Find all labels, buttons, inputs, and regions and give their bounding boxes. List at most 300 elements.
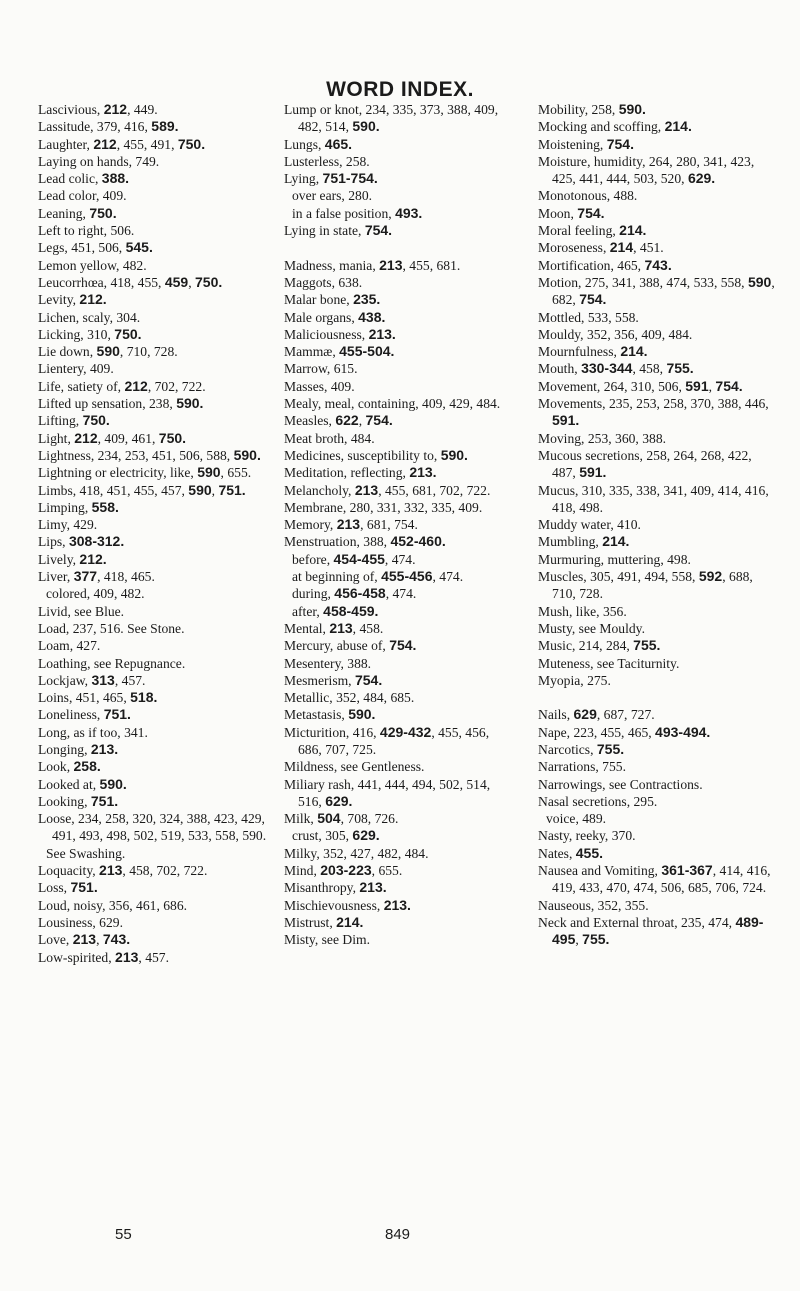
entry-text: Nates, [538,845,576,861]
bold-page-ref: 214. [664,118,692,135]
bold-page-ref: 458-459. [323,602,379,619]
entry-text: Miliary rash, 441, 444, 494, 502, 514, 516, [284,776,491,809]
index-subentry [284,205,516,222]
bold-page-ref: 592 [698,568,723,585]
index-entry [284,499,516,516]
index-entry [38,153,270,170]
page-title: WORD INDEX. [326,78,474,101]
entry-text: Narcotics, [538,741,597,757]
entry-text: , 474. [384,551,416,567]
entry-text: Lips, [38,534,69,550]
entry-text: Mucous secretions, 258, 264, 268, 422, 487, [538,447,752,481]
entry-text: Mournfulness, [538,344,621,360]
entry-text: Lightness, 234, 253, 451, 506, 588, [38,447,234,463]
index-entry [284,430,516,447]
entry-text: Nasal secretions, 295. [538,793,658,809]
bold-page-ref: 214 [609,239,634,256]
entry-text: Loam, 427. [38,638,101,654]
entry-text: Limping, [38,499,92,515]
bold-page-ref: 212. [79,550,107,567]
entry-text: Laying on hands, 749. [38,153,160,169]
index-entry [38,430,270,447]
index-entry [538,482,776,517]
index-entry [38,603,270,620]
index-entry [284,412,516,429]
index-entry [38,862,270,879]
index-entry [38,551,270,568]
bold-page-ref: 438. [358,308,386,325]
bold-page-ref: 590. [352,118,380,135]
index-entry [38,343,270,360]
bold-page-ref: 590. [618,101,646,117]
index-entry [538,724,776,741]
index-entry [538,655,776,672]
bold-page-ref: 629 [573,706,597,723]
entry-text: Movement, 264, 310, 506, [538,378,686,394]
index-entry [538,551,776,568]
index-entry [538,309,776,326]
entry-text: Livid, see Blue. [38,603,125,619]
index-entry [284,170,516,187]
entry-text: , 458, 702, 722. [122,863,208,879]
index-entry [38,758,270,775]
entry-text: Long, as if too, 341. [38,724,148,740]
index-subentry [284,551,516,568]
index-entry [538,136,776,153]
entry-text: Mistrust, [284,914,337,930]
bold-page-ref: 459 [164,273,189,290]
entry-text: Nasty, reeky, 370. [538,828,636,844]
entry-text: See Swashing. [46,845,126,861]
entry-text: , 449. [127,102,158,117]
index-entry [38,136,270,153]
index-entry [38,672,270,689]
entry-text: Light, [38,430,75,446]
entry-text: Melancholy, [284,482,355,498]
index-entry [538,447,776,482]
entry-text: voice, 489. [546,811,607,827]
index-entry [38,533,270,550]
entry-text: after, [292,603,324,619]
bold-page-ref: 212 [93,135,117,152]
bold-page-ref: 455-504. [339,343,395,360]
bold-page-ref: 755. [596,740,625,757]
index-entry [538,205,776,222]
entry-text: Mildness, see Gentleness. [284,759,425,775]
index-entry [38,257,270,274]
bold-page-ref: 590 [188,481,212,498]
entry-text: Movements, 235, 253, 258, 370, 388, 446, [538,396,769,412]
index-entry [284,724,516,759]
entry-text: over ears, 280. [292,188,373,204]
index-entry [538,360,776,377]
index-entry [538,516,776,533]
bold-page-ref: 518. [130,689,158,706]
index-entry [284,758,516,775]
index-entry [284,222,516,239]
entry-text: Mush, like, 356. [538,603,627,619]
entry-text: Leaning, [38,205,90,221]
bold-page-ref: 504 [317,810,341,827]
entry-text: Lively, [38,551,80,567]
bold-page-ref: 750. [195,273,223,290]
entry-text: , 455, 456, 686, 707, 725. [298,724,490,757]
bold-page-ref: 590. [440,446,468,463]
bold-page-ref: 754. [606,135,634,152]
bold-page-ref: 629. [352,827,380,844]
entry-text: Moisture, humidity, 264, 280, 341, 423, 425, 441, 444, 503, 520, [538,153,755,187]
bold-page-ref: 212 [103,101,128,117]
entry-text: Love, [38,932,73,948]
bold-page-ref: 622 [335,412,359,429]
entry-text: Muddy water, 410. [538,517,641,533]
entry-text: Lead colic, [38,171,102,187]
entry-text: Mortification, 465, [538,257,645,273]
bold-page-ref: 750. [82,412,110,429]
entry-text: Loose, 234, 258, 320, 324, 388, 423, 429, 491, 493, 498, 502, 519, 533, 558, 590. [38,811,267,844]
index-entry [38,637,270,654]
entry-text: in a false position, [292,205,396,221]
entry-text: , 710, 728. [119,344,178,360]
index-entry [284,706,516,723]
index-entry [38,326,270,343]
bold-page-ref: 212. [79,291,107,308]
index-entry [538,378,776,395]
index-entry [538,430,776,447]
index-entry [538,568,776,603]
bold-page-ref: 755. [633,637,661,654]
bold-page-ref: 591 [685,377,709,394]
index-entry [38,205,270,222]
index-entry [538,793,776,810]
index-entry [538,257,776,274]
entry-text: Nape, 223, 455, 465, [538,724,656,740]
entry-text: Loquacity, [38,863,100,879]
index-entry [38,395,270,412]
index-entry [538,118,776,135]
index-entry [284,931,516,948]
bold-page-ref: 590 [96,343,120,360]
bold-page-ref: 313 [91,671,115,688]
entry-text: Male organs, [284,309,359,325]
bold-page-ref: 214. [619,222,647,239]
bold-page-ref: 754. [579,291,607,308]
index-entry [38,464,270,481]
entry-text: Lichen, scaly, 304. [38,309,141,325]
entry-text: Music, 214, 284, [538,638,634,654]
bold-page-ref: 214. [336,913,364,930]
entry-text: Misanthropy, [284,880,360,896]
bold-page-ref: 754. [354,671,383,688]
entry-text: Licking, 310, [38,326,115,342]
index-entry [538,239,776,256]
bold-page-ref: 455. [575,844,603,861]
index-entry [38,447,270,464]
bold-page-ref: 750. [177,135,206,152]
entry-text: , 655. [371,863,403,879]
bold-page-ref: 213. [409,464,437,481]
entry-text: , 474. [385,586,417,602]
index-entry [284,274,516,291]
bold-page-ref: 751. [90,792,119,809]
index-entry [38,793,270,810]
entry-text: Lascivious, [38,102,104,117]
entry-text: Loss, [38,880,71,896]
bold-page-ref: 743. [102,931,131,948]
entry-text: Lead color, 409. [38,188,127,204]
index-entry [38,568,270,585]
index-entry [284,637,516,654]
bold-page-ref: 456-458 [334,585,386,602]
bold-page-ref: 213 [72,931,97,948]
entry-text: Marrow, 615. [284,361,358,377]
entry-text: Moroseness, [538,240,610,256]
index-entry [38,291,270,308]
entry-text: Musty, see Mouldy. [538,620,645,636]
bold-page-ref: 212 [74,429,98,446]
index-entry [538,222,776,239]
entry-text: Liver, [38,569,74,585]
entry-text: Mesmerism, [284,672,355,688]
entry-text: Levity, [38,292,80,308]
index-entry [38,879,270,896]
entry-text: Muscles, 305, 491, 494, 558, [538,569,699,585]
bold-page-ref: 377 [73,568,98,585]
index-entry [284,326,516,343]
entry-text: Muteness, see Taciturnity. [538,655,680,671]
entry-text: Lie down, [38,344,97,360]
index-entry [38,360,270,377]
entry-text: Mental, [284,620,330,636]
index-entry [284,101,516,136]
bold-page-ref: 361-367 [661,862,713,879]
entry-text: Malar bone, [284,292,354,308]
bold-page-ref: 754. [365,412,393,429]
bold-page-ref: 465. [324,135,353,152]
entry-text: Loathing, see Repugnance. [38,655,186,671]
index-subentry [38,585,270,602]
index-subentry [38,845,270,862]
index-entry [38,222,270,239]
entry-text: , [211,482,219,498]
index-entry [38,931,270,948]
entry-text: Mind, [284,863,321,879]
index-entry [538,862,776,897]
index-entry [538,620,776,637]
index-entry [284,153,516,170]
bold-page-ref: 489-495 [552,913,764,948]
entry-text: Lassitude, 379, 416, [38,119,152,135]
entry-text: , 682, [552,274,775,308]
entry-text: Milk, [284,811,318,827]
index-entry [284,689,516,706]
index-entry [38,412,270,429]
entry-text: Mouldy, 352, 356, 409, 484. [538,326,693,342]
index-entry [284,655,516,672]
index-entry [38,776,270,793]
entry-text: Low-spirited, [38,949,116,965]
section-gap [284,239,516,256]
index-column-3 [538,101,776,949]
bold-page-ref: 590 [747,273,772,290]
bold-page-ref: 754. [364,222,393,239]
index-entry [284,136,516,153]
entry-text: Nauseous, 352, 355. [538,897,649,913]
entry-text: Limbs, 418, 451, 455, 457, [38,482,189,498]
bold-page-ref: 213 [336,516,361,533]
entry-text: Looked at, [38,776,100,792]
index-entry [38,274,270,291]
entry-text: Look, [38,759,74,775]
entry-text: Looking, [38,793,91,809]
index-column-2 [284,101,516,949]
index-entry [38,170,270,187]
section-gap [538,689,776,706]
bold-page-ref: 203-223 [320,862,372,879]
bold-page-ref: 590. [99,775,127,792]
bold-page-ref: 755. [582,931,610,948]
entry-text: Lientery, 409. [38,361,114,377]
index-entry [538,274,776,309]
bold-page-ref: 591. [552,412,580,429]
entry-text: Micturition, 416, [284,724,380,740]
bold-page-ref: 591. [579,464,607,481]
entry-text: Mercury, abuse of, [284,638,390,654]
index-entry [284,257,516,274]
entry-text: , [188,274,195,290]
bold-page-ref: 754. [715,377,743,394]
entry-text: Moral feeling, [538,223,620,239]
index-entry [538,758,776,775]
entry-text: Monotonous, 488. [538,188,638,204]
entry-text: Moistening, [538,136,607,152]
bold-page-ref: 590. [176,395,204,412]
index-entry [538,776,776,793]
index-entry [284,516,516,533]
entry-text: Maliciousness, [284,326,369,342]
bold-page-ref: 750. [89,204,117,221]
entry-text: , 655. [220,465,252,481]
index-entry [38,810,270,845]
bold-page-ref: 213. [90,740,119,757]
entry-text: , 474. [432,569,464,585]
entry-text: Metastasis, [284,707,349,723]
index-entry [284,845,516,862]
index-entry [38,655,270,672]
entry-text: , 708, 726. [340,811,399,827]
entry-text: Murmuring, muttering, 498. [538,551,691,567]
entry-text: , 702, 722. [147,378,206,394]
entry-text: Medicines, susceptibility to, [284,447,441,463]
bold-page-ref: 213. [383,896,411,913]
entry-text: Measles, [284,413,336,429]
entry-text: Nausea and Vomiting, [538,863,662,879]
index-subentry [284,568,516,585]
index-entry [538,101,776,118]
index-entry [284,378,516,395]
bold-page-ref: 212 [124,377,148,394]
bold-page-ref: 751. [218,481,246,498]
entry-text: , 409, 461, [97,430,159,446]
entry-text: Lightning or electricity, like, [38,465,198,481]
index-entry [38,949,270,966]
entry-text: , 414, 416, 419, 433, 470, 474, 506, 685, 706, 724. [552,863,771,896]
entry-text: Lifted up sensation, 238, [38,396,177,412]
bold-page-ref: 751-754. [322,170,378,187]
entry-text: Mobility, 258, [538,102,619,117]
index-entry [38,897,270,914]
bold-page-ref: 213 [379,256,403,273]
entry-text: , 457. [138,949,169,965]
bold-page-ref: 214. [602,533,630,550]
index-entry [284,395,516,412]
bold-page-ref: 235. [353,291,381,308]
entry-text: Lousiness, 629. [38,914,123,930]
bold-page-ref: 743. [644,256,672,273]
bold-page-ref: 308-312. [68,533,125,550]
entry-text: Lemon yellow, 482. [38,257,147,273]
entry-text: , [708,378,716,394]
index-entry [38,706,270,723]
bold-page-ref: 388. [101,170,130,187]
entry-text: Memory, [284,517,337,533]
bold-page-ref: 589. [151,118,179,135]
entry-text: Legs, 451, 506, [38,240,126,256]
entry-text: Lifting, [38,413,83,429]
bold-page-ref: 330-344 [581,360,633,377]
bold-page-ref: 754. [577,204,605,221]
bold-page-ref: 754. [389,637,417,654]
bold-page-ref: 213 [329,619,353,636]
index-entry [284,620,516,637]
index-entry [38,620,270,637]
entry-text: Leucorrhœa, 418, 455, [38,274,165,290]
index-entry [284,672,516,689]
entry-text: Metallic, 352, 484, 685. [284,690,415,706]
index-entry [38,914,270,931]
index-entry [538,326,776,343]
index-entry [538,395,776,430]
index-entry [38,724,270,741]
entry-text: Narrowings, see Contractions. [538,776,703,792]
index-entry [538,741,776,758]
entry-text: Loneliness, [38,707,104,723]
entry-text: Life, satiety of, [38,378,125,394]
index-entry [538,706,776,723]
entry-text: Meat broth, 484. [284,430,375,446]
folio-right: 849 [385,1226,411,1243]
index-entry [538,672,776,689]
entry-text: Laughter, [38,136,94,152]
entry-text: , [358,413,366,429]
index-entry [284,533,516,550]
index-entry [38,378,270,395]
entry-text: , 687, 727. [596,707,655,723]
bold-page-ref: 590. [348,706,376,723]
index-entry [538,845,776,862]
index-subentry [284,187,516,204]
bold-page-ref: 590 [197,464,221,481]
index-entry [538,153,776,188]
entry-text: Moving, 253, 360, 388. [538,430,667,446]
folio-left: 55 [115,1226,132,1243]
entry-text: Milky, 352, 427, 482, 484. [284,845,429,861]
bold-page-ref: 452-460. [390,533,446,550]
entry-text: Mocking and scoffing, [538,119,665,135]
index-entry [38,741,270,758]
index-entry [38,499,270,516]
entry-text: Lying, [284,171,323,187]
